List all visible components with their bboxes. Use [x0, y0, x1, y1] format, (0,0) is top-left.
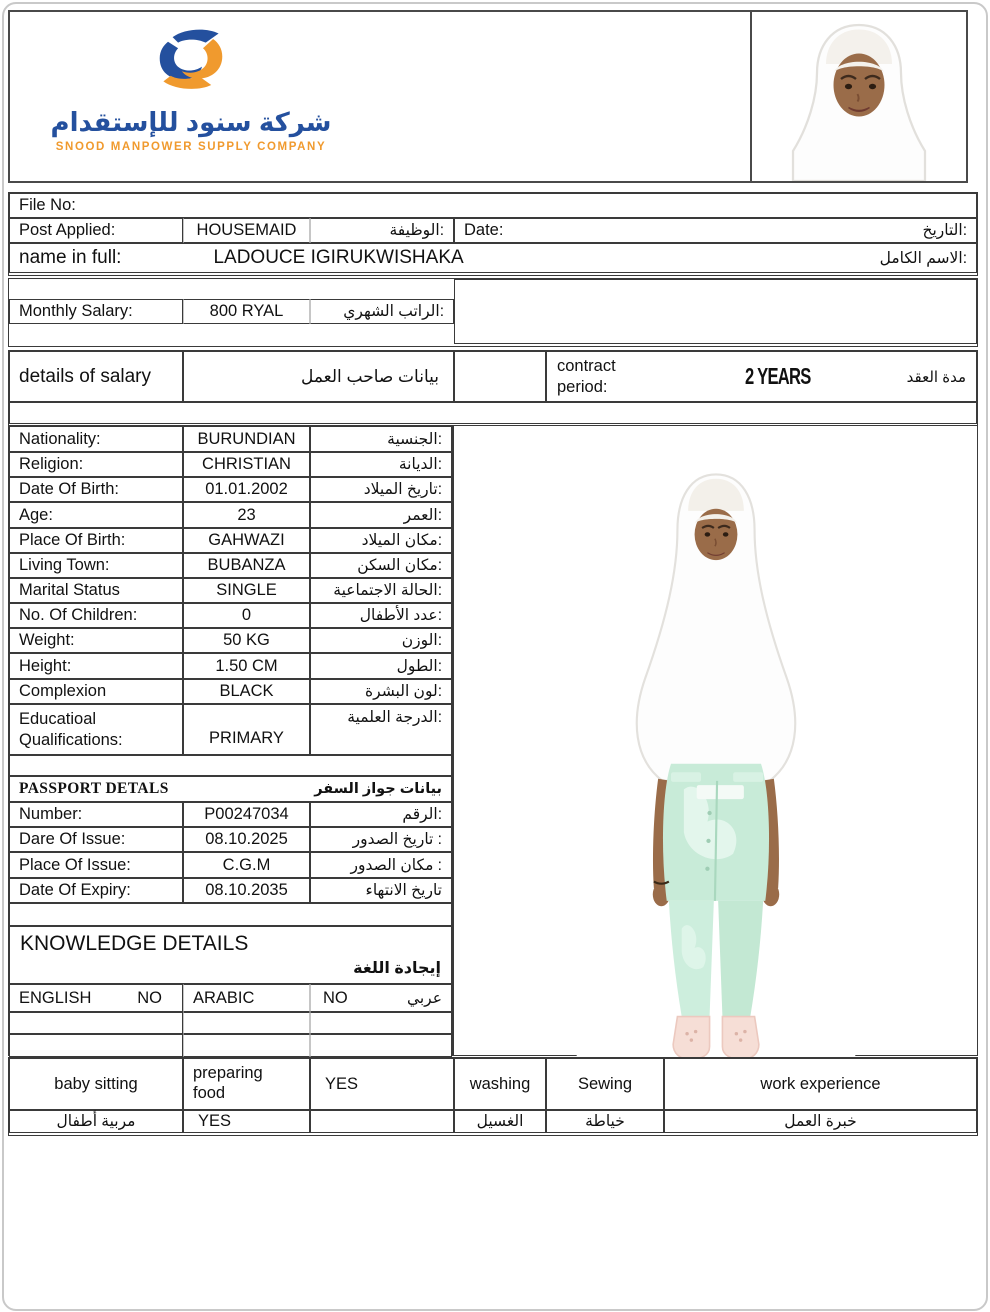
date-arabic: التاريخ:: [922, 222, 967, 239]
preparing-food-yes: YES: [325, 1074, 359, 1093]
personal-row-label: [9, 679, 183, 704]
passport-row-value: [183, 852, 310, 878]
contract-period-arabic: مدة العقد: [906, 368, 966, 386]
empty-cell: [310, 1034, 452, 1057]
post-applied-label: Post Applied:: [19, 221, 116, 239]
baby-sitting-arabic: مربية أطفال: [56, 1113, 136, 1130]
education-label: Educatioal Qualifications:: [19, 709, 123, 749]
company-logo-icon: [145, 26, 237, 98]
living-town-arabic: مكان السكن:: [357, 557, 442, 574]
passport-row-label: [9, 802, 183, 827]
passport-row-label: [9, 827, 183, 852]
full-body-photo-cell: [453, 425, 978, 1056]
skill-header-cell: [183, 1058, 310, 1110]
nationality-arabic: الجنسية:: [387, 430, 442, 448]
personal-row-label: [9, 553, 183, 578]
children-value: 0: [241, 606, 252, 624]
passport-number-label: Number:: [19, 805, 83, 823]
full-body-photo: [566, 468, 866, 1068]
date-label: Date:: [464, 221, 504, 239]
personal-row-label: [9, 653, 183, 679]
portrait-photo: [769, 19, 949, 181]
arabic-word: عربي: [406, 989, 442, 1007]
post-applied-value: HOUSEMAID: [196, 221, 297, 239]
salary-empty-bottom: [9, 324, 454, 344]
company-name-english: SNOOD MANPOWER SUPPLY COMPANY: [55, 141, 327, 153]
personal-row-arabic: [310, 553, 452, 578]
living-town-label: Living Town:: [19, 556, 110, 574]
skill-header-cell: [9, 1058, 183, 1110]
personal-row-arabic: [310, 628, 452, 653]
contract-period-label: contract period:: [557, 356, 616, 396]
personal-row-label: [9, 578, 183, 603]
work-experience-header: work experience: [760, 1074, 881, 1093]
contract-table: [8, 350, 978, 427]
issue-date-arabic: تاريخ الصدور :: [352, 831, 442, 848]
post-applied-label-cell: [9, 218, 183, 243]
dob-label: Date Of Birth:: [19, 480, 119, 498]
issue-place-label: Place Of Issue:: [19, 855, 131, 874]
age-label: Age:: [19, 505, 53, 524]
education-arabic: الدرجة العلمية:: [347, 709, 442, 726]
passport-title-row: [9, 776, 452, 802]
portrait-photo-cell: [750, 12, 966, 181]
salary-label: Monthly Salary:: [19, 302, 133, 320]
arabic-knowledge-value-cell: [310, 984, 452, 1012]
weight-label: Weight:: [19, 631, 75, 649]
salary-arabic-cell: [310, 299, 454, 324]
personal-row-arabic: [310, 452, 452, 477]
personal-row-value: [183, 426, 310, 452]
skill-bottom-cell: [9, 1110, 183, 1133]
marital-status-value: SINGLE: [216, 581, 277, 599]
religion-arabic: الديانة:: [398, 456, 442, 473]
personal-row-label: [9, 528, 183, 553]
personal-row-value: [183, 477, 310, 502]
personal-row-value: [183, 603, 310, 628]
employer-data-arabic-cell: [183, 351, 454, 402]
passport-row-arabic: [310, 827, 452, 852]
passport-row-label: [9, 878, 183, 903]
skills-table: [8, 1057, 978, 1136]
skill-bottom-cell: [454, 1110, 546, 1133]
knowledge-title: KNOWLEDGE DETAILS: [20, 932, 249, 955]
file-info-table: [8, 192, 978, 276]
header-box: [8, 10, 968, 183]
birthplace-label: Place Of Birth:: [19, 531, 126, 549]
arabic-label: ARABIC: [193, 988, 255, 1007]
english-value: NO: [137, 988, 162, 1007]
age-value: 23: [237, 505, 256, 524]
personal-row-value: [183, 528, 310, 553]
personal-row-arabic: [310, 603, 452, 628]
height-label: Height:: [19, 656, 72, 675]
dob-value: 01.01.2002: [205, 480, 288, 498]
arabic-knowledge-label-cell: [183, 984, 310, 1012]
complexion-arabic: لون البشرة:: [365, 683, 442, 700]
english-knowledge-cell: [9, 984, 183, 1012]
personal-row-arabic: [310, 426, 452, 452]
salary-value: 800 RYAL: [209, 302, 284, 320]
passport-row-arabic: [310, 878, 452, 903]
salary-table: [8, 278, 978, 347]
height-arabic: الطول:: [396, 657, 442, 675]
children-arabic: عدد الأطفال:: [359, 607, 442, 624]
empty-cell: [310, 1012, 452, 1034]
skill-bottom-cell: [664, 1110, 977, 1133]
birthplace-arabic: مكان الميلاد:: [361, 532, 442, 549]
file-no-cell: [9, 193, 977, 218]
passport-title: PASSPORT DETALS: [19, 780, 169, 797]
personal-row-arabic: [310, 502, 452, 528]
personal-row-label: [9, 452, 183, 477]
passport-title-arabic: بيانات جواز السفر: [314, 781, 442, 797]
passport-row-arabic: [310, 852, 452, 878]
work-experience-arabic: خبرة العمل: [784, 1113, 857, 1130]
children-label: No. Of Children:: [19, 606, 138, 624]
salary-label-cell: [9, 299, 183, 324]
personal-details-table: [8, 425, 453, 1056]
personal-row-arabic: [310, 578, 452, 603]
marital-status-label: Marital Status: [19, 581, 120, 599]
personal-row-arabic: [310, 528, 452, 553]
contract-gap-cell: [454, 351, 546, 402]
name-value: LADOUCE IGIRUKWISHAKA: [213, 247, 464, 268]
personal-row-label: [9, 426, 183, 452]
skill-bottom-cell: [183, 1110, 310, 1133]
company-name-arabic: شركة سنود للإستقدام: [50, 107, 332, 137]
complexion-label: Complexion: [19, 682, 107, 700]
personal-row-value: [183, 452, 310, 477]
employer-data-arabic: بيانات صاحب العمل: [300, 366, 439, 386]
expiry-date-value: 08.10.2035: [205, 881, 288, 899]
passport-row-value: [183, 878, 310, 903]
personal-row-value: [183, 704, 310, 755]
passport-row-value: [183, 802, 310, 827]
knowledge-title-arabic: إيجادة اللغة: [353, 960, 441, 977]
personal-row-label: [9, 603, 183, 628]
empty-cell: [183, 1012, 310, 1034]
contract-empty-row: [9, 402, 977, 424]
name-arabic: الاسم الكامل:: [879, 249, 967, 267]
personal-row-value: [183, 553, 310, 578]
baby-sitting-yes: YES: [198, 1112, 232, 1130]
issue-date-label: Dare Of Issue:: [19, 830, 126, 848]
expiry-date-arabic: تاريخ الانتهاء: [365, 882, 442, 899]
personal-row-value: [183, 628, 310, 653]
washing-arabic: الغسيل: [476, 1113, 524, 1130]
preparing-food-header: preparing food: [193, 1064, 263, 1102]
name-label: name in full:: [19, 247, 122, 268]
nationality-value: BURUNDIAN: [197, 429, 296, 448]
issue-place-arabic: مكان الصدور :: [350, 856, 442, 874]
file-no-label: File No:: [19, 196, 76, 214]
date-cell: [454, 218, 977, 243]
passport-number-arabic: الرقم:: [402, 806, 442, 823]
details-of-salary-label: details of salary: [19, 365, 152, 387]
gap-row: [9, 755, 452, 776]
weight-arabic: الوزن:: [401, 632, 442, 649]
contract-period-value: 2 YEARS: [745, 363, 811, 389]
religion-label: Religion:: [19, 455, 84, 473]
age-arabic: العمر:: [403, 506, 442, 524]
personal-row-value: [183, 679, 310, 704]
issue-date-value: 08.10.2025: [205, 830, 288, 848]
complexion-value: BLACK: [219, 682, 274, 700]
weight-value: 50 KG: [223, 631, 270, 649]
salary-empty-top: [9, 279, 454, 299]
salary-arabic: الراتب الشهري:: [343, 303, 444, 320]
skill-header-cell: [664, 1058, 977, 1110]
empty-cell: [9, 1034, 183, 1057]
skill-header-cell: [310, 1058, 454, 1110]
skill-header-cell: [546, 1058, 664, 1110]
birthplace-value: GAHWAZI: [208, 531, 285, 549]
arabic-value: NO: [323, 988, 348, 1007]
personal-row-arabic: [310, 477, 452, 502]
marital-status-arabic: الحالة الاجتماعية:: [333, 582, 442, 599]
personal-row-arabic: [310, 679, 452, 704]
details-of-salary-cell: [9, 351, 183, 402]
passport-row-label: [9, 852, 183, 878]
sewing-arabic: خياطة: [585, 1113, 625, 1130]
full-name-cell: [9, 243, 977, 273]
baby-sitting-header: baby sitting: [54, 1074, 138, 1093]
knowledge-details-row: [9, 926, 452, 984]
personal-row-value: [183, 502, 310, 528]
salary-right-empty-cell: [454, 279, 977, 344]
personal-row-label: [9, 704, 183, 755]
personal-row-label: [9, 628, 183, 653]
personal-row-arabic: [310, 653, 452, 679]
empty-cell: [9, 1012, 183, 1034]
passport-row-arabic: [310, 802, 452, 827]
nationality-label: Nationality:: [19, 429, 101, 448]
sewing-header: Sewing: [577, 1074, 633, 1093]
personal-row-value: [183, 578, 310, 603]
living-town-value: BUBANZA: [207, 556, 286, 574]
skill-bottom-cell: [546, 1110, 664, 1133]
skill-bottom-cell: [310, 1110, 454, 1133]
passport-row-value: [183, 827, 310, 852]
gap-row: [9, 903, 452, 926]
skill-header-cell: [454, 1058, 546, 1110]
personal-row-label: [9, 502, 183, 528]
personal-row-arabic: [310, 704, 452, 755]
post-applied-value-cell: [183, 218, 310, 243]
issue-place-value: C.G.M: [222, 855, 271, 874]
post-applied-arabic-cell: [310, 218, 454, 243]
expiry-date-label: Date Of Expiry:: [19, 881, 131, 899]
contract-period-cell: [546, 351, 977, 402]
personal-row-label: [9, 477, 183, 502]
dob-arabic: تاريخ الميلاد:: [363, 481, 442, 498]
passport-number-value: P00247034: [204, 805, 289, 823]
education-value: PRIMARY: [209, 729, 284, 747]
washing-header: washing: [469, 1074, 531, 1093]
salary-value-cell: [183, 299, 310, 324]
english-label: ENGLISH: [19, 988, 92, 1007]
empty-cell: [183, 1034, 310, 1057]
post-applied-arabic: الوظيفة:: [389, 222, 444, 239]
religion-value: CHRISTIAN: [202, 455, 291, 473]
personal-row-value: [183, 653, 310, 679]
height-value: 1.50 CM: [215, 656, 278, 675]
company-logo: [26, 26, 356, 153]
